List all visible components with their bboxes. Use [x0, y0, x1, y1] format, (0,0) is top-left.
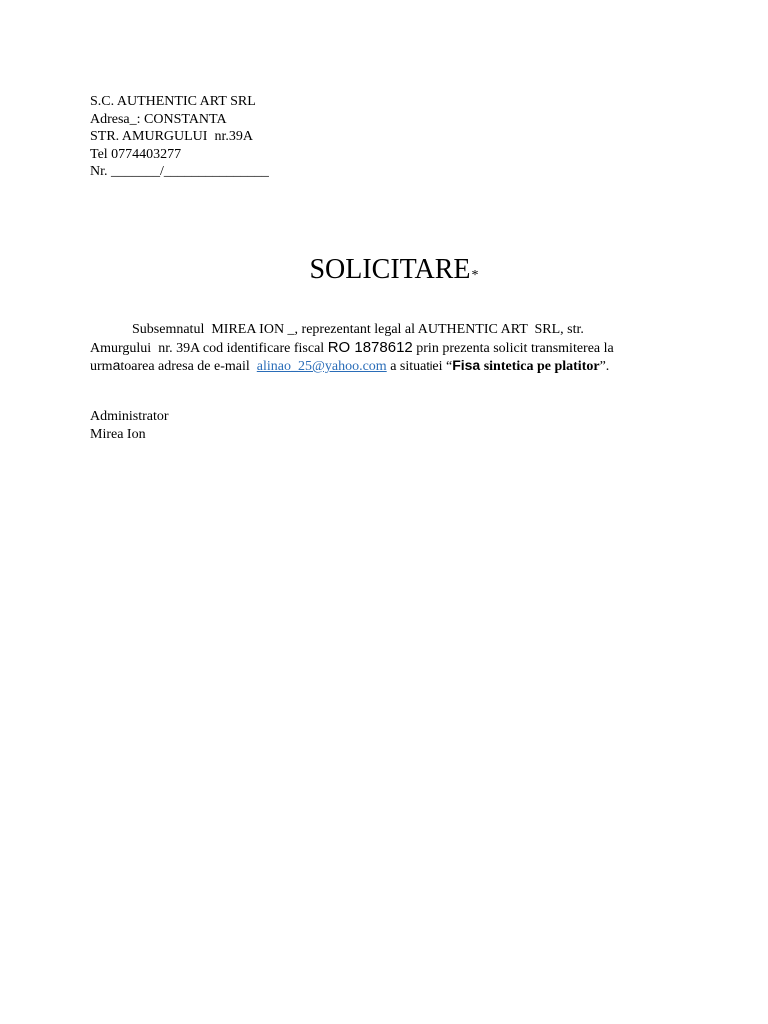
company-name: S.C. AUTHENTIC ART SRL: [90, 94, 256, 109]
line3-end: ”.: [599, 359, 610, 374]
sender-block: [90, 93, 269, 181]
document-name-b: sintetica pe platitor: [480, 359, 600, 374]
signatory-name: Mirea Ion: [90, 426, 146, 442]
line3-mid-a: a situa: [386, 359, 427, 374]
request-paragraph: [90, 321, 630, 376]
line3-start-c: toarea adresa de e-mail: [120, 359, 257, 374]
document-title: [0, 253, 768, 293]
address-street: STR. AMURGULUI nr.39A: [90, 129, 253, 144]
email-link[interactable]: alinao_25@yahoo.com: [256, 359, 387, 374]
document-name-a: Fisa: [452, 357, 481, 373]
line3-start-a: urm: [90, 359, 113, 374]
signatory-role: Administrator: [90, 409, 169, 424]
line2-end: prin prezenta solicit transmiterea la: [412, 340, 614, 356]
fiscal-code: RO 1878612: [327, 338, 413, 356]
line3-start-b: a: [112, 357, 121, 373]
paragraph-line-1: Subsemnatul MIREA ION _, reprezentant legal al AUTHENTIC ART SRL, str.: [90, 322, 584, 337]
line2-start: Amurgului nr. 39A cod identificare fiscal: [90, 340, 328, 356]
phone-number: Tel 0774403277: [90, 146, 182, 162]
registration-number-line: Nr. _______/_______________: [90, 164, 269, 179]
signature-block: [90, 408, 169, 443]
line3-mid-c: ei “: [432, 359, 453, 374]
title-asterisk: *: [471, 268, 479, 283]
paragraph-line-3: [90, 357, 630, 376]
title-text: SOLICITARE: [309, 254, 471, 285]
paragraph-line-2: [90, 339, 630, 358]
address-city: Adresa_: CONSTANTA: [90, 111, 227, 127]
line3-mid-b: ti: [426, 359, 433, 373]
